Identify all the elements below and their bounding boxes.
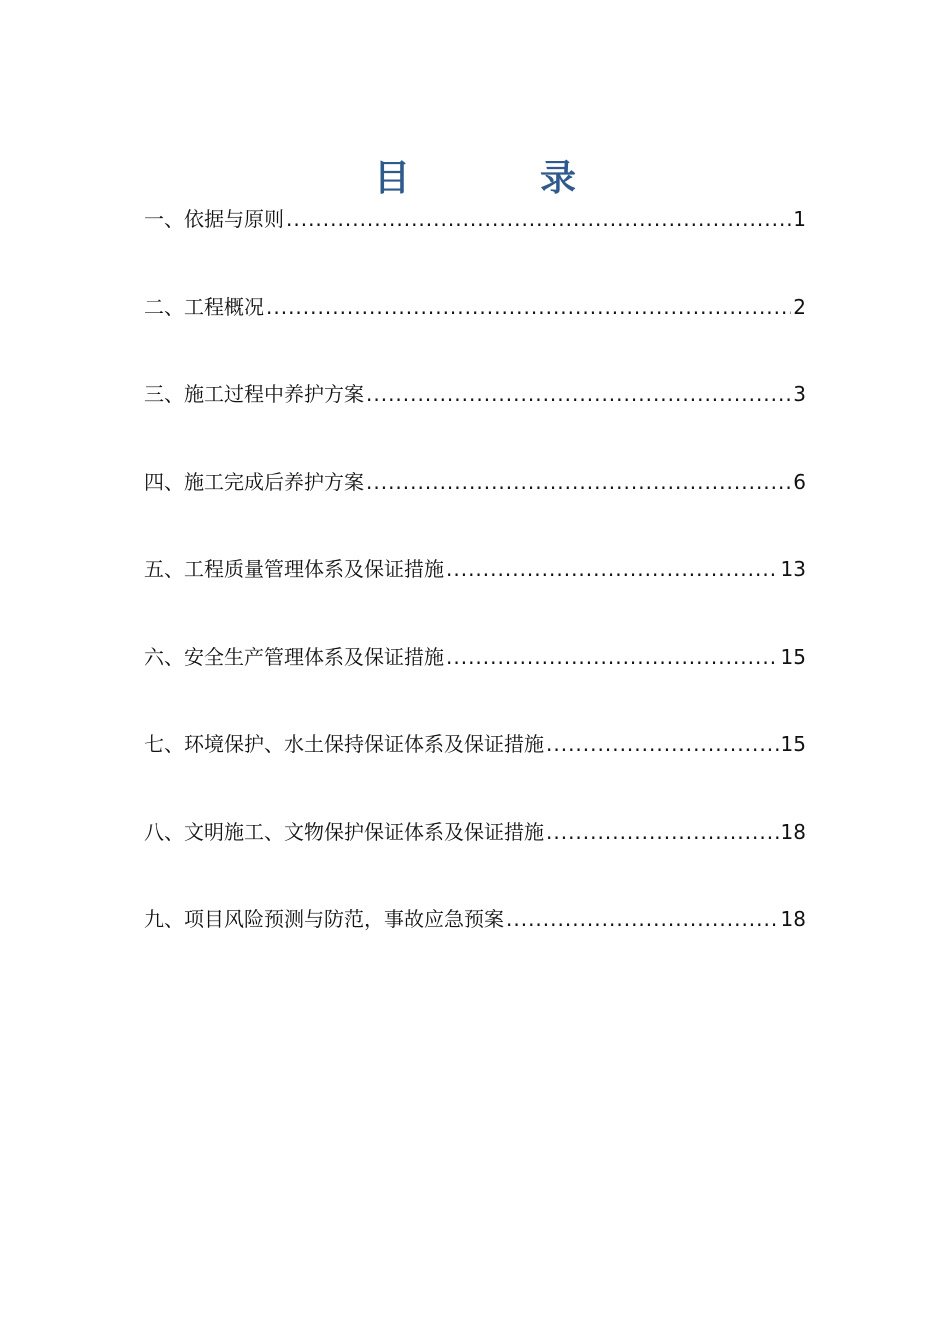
- toc-entry-page: 15: [780, 644, 806, 669]
- toc-dot-leader: [366, 466, 791, 498]
- toc-entry-label: 施工完成后养护方案: [184, 469, 364, 494]
- toc-entry-label: 安全生产管理体系及保证措施: [184, 644, 444, 669]
- toc-entry-number: 五、: [144, 557, 184, 581]
- toc-title: [0, 150, 950, 206]
- toc-entry[interactable]: [144, 553, 806, 585]
- toc-list: [144, 203, 806, 991]
- toc-entry-label: 文明施工、文物保护保证体系及保证措施: [184, 819, 544, 844]
- toc-entry-number: 八、: [144, 819, 184, 844]
- toc-entry-number: 二、: [144, 294, 184, 319]
- toc-entry-number: 九、: [144, 907, 184, 931]
- toc-entry[interactable]: [144, 641, 806, 673]
- toc-entry-page: 2: [793, 294, 806, 319]
- toc-entry-label: 项目风险预测与防范，事故应急预案: [184, 907, 504, 931]
- toc-entry-page: 18: [780, 819, 806, 844]
- toc-entry[interactable]: [144, 816, 806, 848]
- toc-entry-label: 依据与原则: [184, 207, 284, 231]
- toc-dot-leader: [506, 903, 779, 935]
- toc-entry[interactable]: [144, 728, 806, 760]
- toc-entry[interactable]: [144, 291, 806, 323]
- toc-entry-label: 工程质量管理体系及保证措施: [184, 557, 444, 581]
- toc-entry[interactable]: [144, 903, 806, 935]
- toc-dot-leader: [446, 641, 779, 673]
- toc-dot-leader: [366, 378, 791, 410]
- toc-dot-leader: [446, 553, 779, 585]
- toc-entry-label: 施工过程中养护方案: [184, 382, 364, 406]
- toc-entry-page: 1: [793, 207, 806, 231]
- toc-entry-page: 15: [780, 732, 806, 756]
- toc-entry-label: 环境保护、水土保持保证体系及保证措施: [184, 732, 544, 756]
- toc-entry-page: 18: [780, 907, 806, 931]
- toc-entry-page: 13: [780, 557, 806, 581]
- toc-entry[interactable]: [144, 203, 806, 235]
- toc-entry[interactable]: [144, 378, 806, 410]
- toc-dot-leader: [546, 728, 779, 760]
- toc-entry-number: 七、: [144, 732, 184, 756]
- toc-dot-leader: [286, 203, 791, 235]
- toc-title-char-2: 录: [540, 157, 577, 199]
- toc-entry-page: 6: [793, 469, 806, 494]
- toc-entry-number: 四、: [144, 469, 184, 494]
- toc-entry[interactable]: [144, 466, 806, 498]
- toc-entry-label: 工程概况: [184, 294, 264, 319]
- toc-title-char-1: 目: [373, 157, 410, 199]
- toc-entry-number: 三、: [144, 382, 184, 406]
- toc-entry-number: 六、: [144, 644, 184, 669]
- toc-entry-number: 一、: [144, 207, 184, 231]
- toc-dot-leader: [546, 816, 779, 848]
- toc-entry-page: 3: [793, 382, 806, 406]
- toc-dot-leader: [266, 291, 791, 323]
